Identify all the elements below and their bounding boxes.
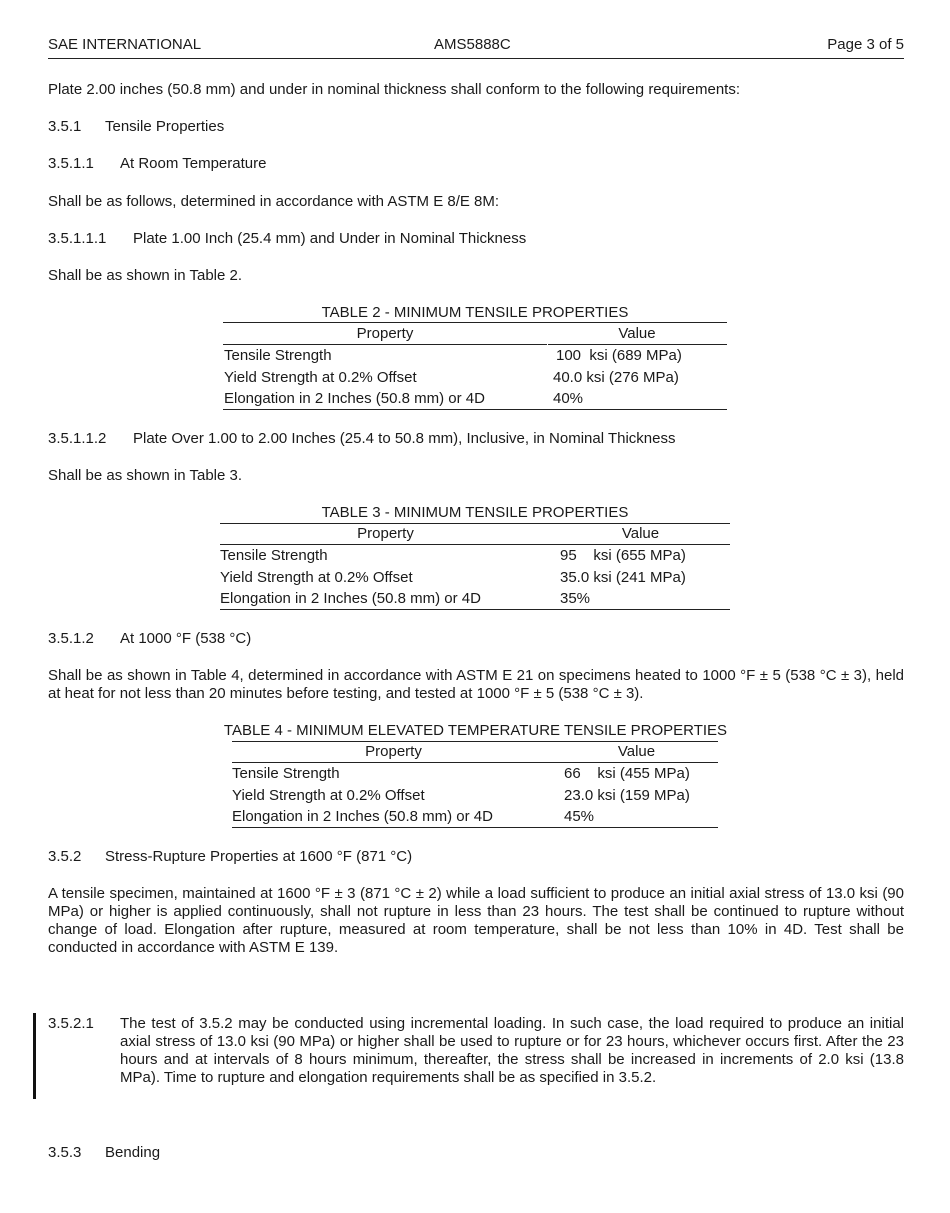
table-cell-property: Tensile Strength — [224, 347, 332, 364]
section-3-5-1-1-2 — [48, 430, 675, 448]
column-header-value: Value — [618, 325, 656, 342]
column-header-value: Value — [617, 743, 656, 760]
table-cell-value: 35% — [560, 590, 591, 607]
section-number: 3.5.2 — [48, 848, 82, 865]
section-title: At Room Temperature — [120, 155, 267, 172]
table-caption: TABLE 3 - MINIMUM TENSILE PROPERTIES — [321, 504, 629, 521]
table-cell-value: 45% — [564, 808, 595, 825]
table-cell-value: 40% — [553, 390, 584, 407]
section-number: 3.5.1.2 — [48, 630, 94, 647]
table-cell-property: Tensile Strength — [220, 547, 328, 564]
table-cell-value: 40.0 ksi (276 MPa) — [553, 369, 679, 386]
section-3-5-2 — [48, 848, 412, 866]
intro-paragraph: Plate 2.00 inches (50.8 mm) and under in nominal thickness shall conform to the following requirements: — [48, 81, 741, 98]
column-header-property: Property — [357, 525, 414, 542]
section-3-5-1-1 — [48, 155, 266, 173]
section-3-5-1-1-2-text: Shall be as shown in Table 3. — [48, 467, 243, 484]
section-number: 3.5.1 — [48, 118, 82, 135]
table-cell-property: Yield Strength at 0.2% Offset — [224, 369, 417, 386]
column-header-property: Property — [365, 743, 422, 760]
header-org: SAE INTERNATIONAL — [48, 36, 202, 53]
section-3-5-1-2-text: Shall be as shown in Table 4, determined in accordance with ASTM E 21 on specimens heated to 1000 °F ± 5 (538 °C ± 3), held at heat for not less than 20 minutes before testing, and tested at 1000 °F ± 5 (538 °C ± 3). — [48, 667, 904, 702]
column-header-property: Property — [356, 325, 414, 342]
section-title: At 1000 °F (538 °C) — [120, 630, 252, 647]
table-cell-property: Yield Strength at 0.2% Offset — [220, 569, 413, 586]
revision-change-bar — [33, 1013, 36, 1099]
table-cell-property: Yield Strength at 0.2% Offset — [232, 787, 425, 804]
section-title: Stress-Rupture Properties at 1600 °F (871 °C) — [105, 848, 413, 865]
section-3-5-3 — [48, 1144, 160, 1162]
section-number: 3.5.1.1.1 — [48, 230, 107, 247]
table-cell-property: Elongation in 2 Inches (50.8 mm) or 4D — [224, 390, 485, 407]
table-cell-value: 35.0 ksi (241 MPa) — [560, 569, 686, 586]
section-title: Tensile Properties — [105, 118, 225, 135]
header-page-number: Page 3 of 5 — [827, 36, 904, 53]
section-number: 3.5.1.1.2 — [48, 430, 107, 447]
section-3-5-1-1-text: Shall be as follows, determined in accordance with ASTM E 8/E 8M: — [48, 193, 500, 210]
section-3-5-1-2 — [48, 630, 251, 648]
table-caption: TABLE 4 - MINIMUM ELEVATED TEMPERATURE TENSILE PROPERTIES — [223, 722, 728, 739]
table-cell-value: 100 ksi (689 MPa) — [556, 347, 682, 364]
table-cell-property: Elongation in 2 Inches (50.8 mm) or 4D — [232, 808, 493, 825]
table-cell-value: 23.0 ksi (159 MPa) — [564, 787, 690, 804]
table-cell-property: Elongation in 2 Inches (50.8 mm) or 4D — [220, 590, 481, 607]
section-3-5-2-1-text: The test of 3.5.2 may be conducted using incremental loading. In such case, the load required to produce an initial axial stress of 13.0 ksi (90 MPa) or higher shall be used to rupture or for 23 hours, whichever occurs first. After the 23 hours and at intervals of 8 hours minimum, thereafter, the stress shall be increased in increments of 2.0 ksi (13.8 MPa). Time to rupture and elongation requirements shall be as specified in 3.5.2. — [120, 1015, 904, 1086]
column-header-value: Value — [621, 525, 660, 542]
table-cell-value: 95 ksi (655 MPa) — [560, 547, 686, 564]
section-number: 3.5.3 — [48, 1144, 82, 1161]
table-caption: TABLE 2 - MINIMUM TENSILE PROPERTIES — [321, 304, 629, 321]
section-3-5-1-1-1 — [48, 230, 526, 248]
section-number: 3.5.1.1 — [48, 155, 94, 172]
header-doc-number: AMS5888C — [434, 36, 511, 53]
section-3-5-2-text: A tensile specimen, maintained at 1600 °F ± 3 (871 °C ± 2) while a load sufficient to produce an initial axial stress of 13.0 ksi (90 MPa) or higher is applied continuously, shall not rupture in less than 23 hours. The test shall be continued to rupture without change of load. Elongation after rupture, measured at room temperature, shall be not less than 10% in 4D. Test shall be conducted in accordance with ASTM E 139. — [48, 885, 904, 956]
table-cell-value: 66 ksi (455 MPa) — [564, 765, 690, 782]
section-3-5-1 — [48, 118, 224, 136]
section-3-5-1-1-1-text: Shall be as shown in Table 2. — [48, 267, 243, 284]
section-title: Plate 1.00 Inch (25.4 mm) and Under in Nominal Thickness — [133, 230, 527, 247]
table-cell-property: Tensile Strength — [232, 765, 340, 782]
section-3-5-2-1-number: 3.5.2.1 — [48, 1015, 94, 1032]
page-header — [48, 36, 904, 59]
section-title: Plate Over 1.00 to 2.00 Inches (25.4 to 50.8 mm), Inclusive, in Nominal Thickness — [133, 430, 676, 447]
section-title: Bending — [105, 1144, 161, 1161]
